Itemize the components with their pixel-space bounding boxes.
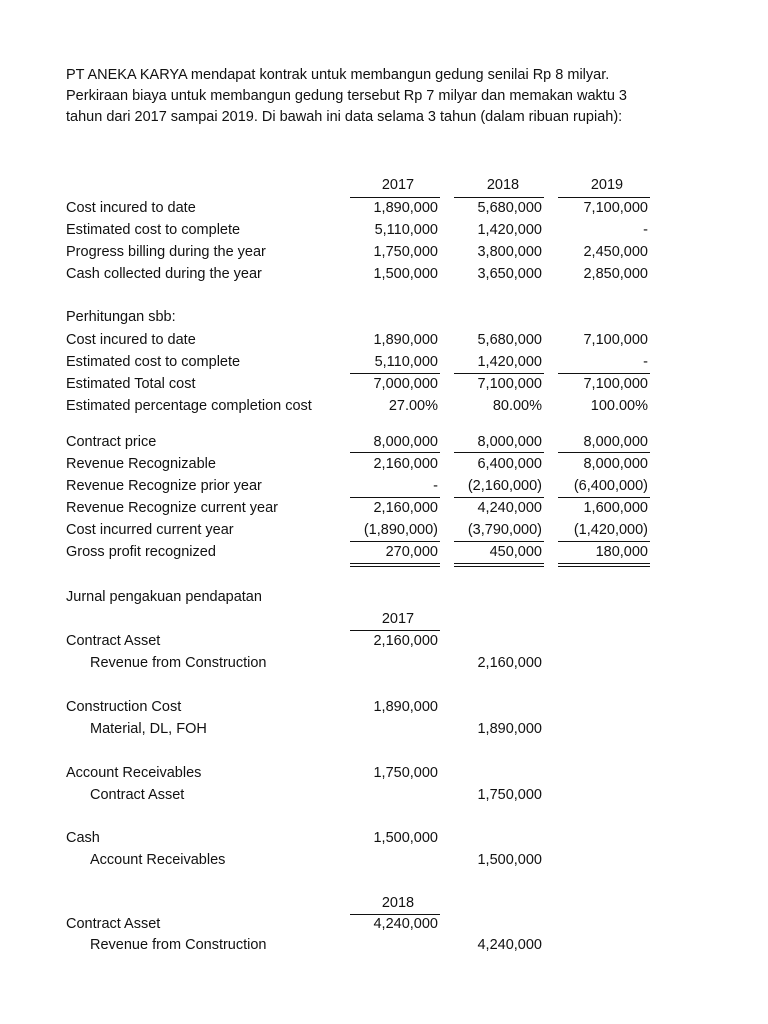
- cell: -: [433, 478, 438, 494]
- section-title: [66, 306, 666, 328]
- double-underline: [350, 566, 440, 567]
- journal-credit-row: [66, 934, 666, 956]
- debit-amount: 1,500,000: [373, 830, 438, 846]
- table-row: [66, 351, 666, 373]
- debit-account: Cash: [66, 830, 100, 846]
- debit-amount: 2,160,000: [373, 633, 438, 649]
- journal-year-2018: 2018: [381, 895, 415, 911]
- debit-account: Account Receivables: [66, 765, 202, 781]
- journal-debit-row: [66, 630, 666, 652]
- cell: 7,100,000: [477, 376, 542, 392]
- year-2019-header: 2019: [590, 177, 624, 193]
- journal-credit-row: [66, 718, 666, 740]
- credit-amount: 1,750,000: [477, 787, 542, 803]
- year-2017-header: 2017: [381, 177, 415, 193]
- cell: 7,100,000: [583, 376, 648, 392]
- row-label: Gross profit recognized: [66, 544, 216, 560]
- intro-paragraph: [66, 65, 666, 128]
- row-label: Cash collected during the year: [66, 266, 262, 282]
- journal-title: Jurnal pengakuan pendapatan: [66, 589, 262, 605]
- credit-amount: 1,500,000: [477, 852, 542, 868]
- section-title: [66, 586, 666, 608]
- cell: (6,400,000): [573, 478, 648, 494]
- cell: 27.00%: [388, 398, 438, 414]
- cell: (1,890,000): [363, 522, 438, 538]
- double-underline: [558, 566, 650, 567]
- table-row: [66, 329, 666, 351]
- journal-debit-row: [66, 913, 666, 935]
- cell: 5,110,000: [374, 354, 438, 370]
- cell: 8,000,000: [373, 434, 438, 450]
- intro-line: Perkiraan biaya untuk membangun gedung tersebut Rp 7 milyar dan memakan waktu 3: [66, 88, 627, 104]
- table-row: [66, 197, 666, 219]
- calc-title: Perhitungan sbb:: [66, 309, 176, 325]
- cell: 5,680,000: [477, 332, 542, 348]
- row-label: Estimated percentage completion cost: [66, 398, 312, 414]
- cell: 2,450,000: [583, 244, 648, 260]
- row-label: Contract price: [66, 434, 157, 450]
- credit-account: Revenue from Construction: [90, 655, 267, 671]
- row-label: Revenue Recognize current year: [66, 500, 278, 516]
- cell: 1,890,000: [373, 200, 438, 216]
- cell: -: [643, 354, 648, 370]
- cell: 1,420,000: [477, 354, 542, 370]
- debit-account: Contract Asset: [66, 916, 161, 932]
- cell: 1,500,000: [373, 266, 438, 282]
- journal-year-header: [66, 608, 666, 630]
- cell: 1,600,000: [583, 500, 648, 516]
- table-row: [66, 395, 666, 417]
- debit-amount: 1,890,000: [373, 699, 438, 715]
- cell: 80.00%: [492, 398, 542, 414]
- cell: 1,750,000: [373, 244, 438, 260]
- row-label: Cost incured to date: [66, 200, 196, 216]
- cell: -: [643, 222, 648, 238]
- debit-amount: 4,240,000: [373, 916, 438, 932]
- cell: 1,420,000: [477, 222, 542, 238]
- cell: 8,000,000: [477, 434, 542, 450]
- table-row: [66, 219, 666, 241]
- journal-debit-row: [66, 827, 666, 849]
- debit-account: Construction Cost: [66, 699, 182, 715]
- row-label: Estimated cost to complete: [66, 354, 241, 370]
- cell: 5,680,000: [477, 200, 542, 216]
- cell: 3,650,000: [477, 266, 542, 282]
- double-underline: [454, 566, 544, 567]
- year-2018-header: 2018: [486, 177, 520, 193]
- debit-amount: 1,750,000: [373, 765, 438, 781]
- credit-account: Contract Asset: [90, 787, 185, 803]
- cell: 1,890,000: [373, 332, 438, 348]
- table-row: [66, 453, 666, 475]
- credit-amount: 2,160,000: [477, 655, 542, 671]
- row-label: Progress billing during the year: [66, 244, 266, 260]
- cell: (3,790,000): [467, 522, 542, 538]
- journal-debit-row: [66, 696, 666, 718]
- credit-account: Revenue from Construction: [90, 937, 267, 953]
- credit-account: Account Receivables: [90, 852, 226, 868]
- intro-line: tahun dari 2017 sampai 2019. Di bawah ini data selama 3 tahun (dalam ribuan rupiah):: [66, 109, 623, 125]
- cell: 8,000,000: [583, 434, 648, 450]
- table-row: [66, 497, 666, 519]
- row-label: Revenue Recognizable: [66, 456, 216, 472]
- cell: 8,000,000: [583, 456, 648, 472]
- journal-credit-row: [66, 652, 666, 674]
- cell: 4,240,000: [477, 500, 542, 516]
- year-header: [66, 174, 666, 196]
- cell: 7,100,000: [583, 200, 648, 216]
- debit-account: Contract Asset: [66, 633, 161, 649]
- table-row: [66, 475, 666, 497]
- cell: 2,160,000: [373, 456, 438, 472]
- cell: 180,000: [595, 544, 648, 560]
- cell: 7,100,000: [583, 332, 648, 348]
- double-underline: [454, 563, 544, 564]
- table-row: [66, 519, 666, 541]
- cell: (2,160,000): [467, 478, 542, 494]
- table-row: [66, 431, 666, 453]
- journal-credit-row: [66, 784, 666, 806]
- double-underline: [350, 563, 440, 564]
- row-label: Estimated cost to complete: [66, 222, 241, 238]
- journal-credit-row: [66, 849, 666, 871]
- cell: 5,110,000: [374, 222, 438, 238]
- table-row: [66, 241, 666, 263]
- credit-amount: 1,890,000: [477, 721, 542, 737]
- table-row: [66, 373, 666, 395]
- row-label: Cost incurred current year: [66, 522, 234, 538]
- journal-debit-row: [66, 762, 666, 784]
- cell: 270,000: [385, 544, 438, 560]
- table-row: [66, 541, 666, 563]
- row-label: Revenue Recognize prior year: [66, 478, 262, 494]
- intro-line: PT ANEKA KARYA mendapat kontrak untuk membangun gedung senilai Rp 8 milyar.: [66, 67, 610, 83]
- cell: 3,800,000: [477, 244, 542, 260]
- cell: (1,420,000): [573, 522, 648, 538]
- cell: 100.00%: [590, 398, 648, 414]
- table-row: [66, 263, 666, 285]
- cell: 6,400,000: [477, 456, 542, 472]
- credit-account: Material, DL, FOH: [90, 721, 207, 737]
- row-label: Estimated Total cost: [66, 376, 196, 392]
- cell: 2,160,000: [373, 500, 438, 516]
- row-label: Cost incured to date: [66, 332, 196, 348]
- journal-year-2017: 2017: [381, 611, 415, 627]
- double-underline: [558, 563, 650, 564]
- journal-year-header: [66, 892, 666, 914]
- credit-amount: 4,240,000: [477, 937, 542, 953]
- cell: 7,000,000: [373, 376, 438, 392]
- cell: 450,000: [489, 544, 542, 560]
- cell: 2,850,000: [583, 266, 648, 282]
